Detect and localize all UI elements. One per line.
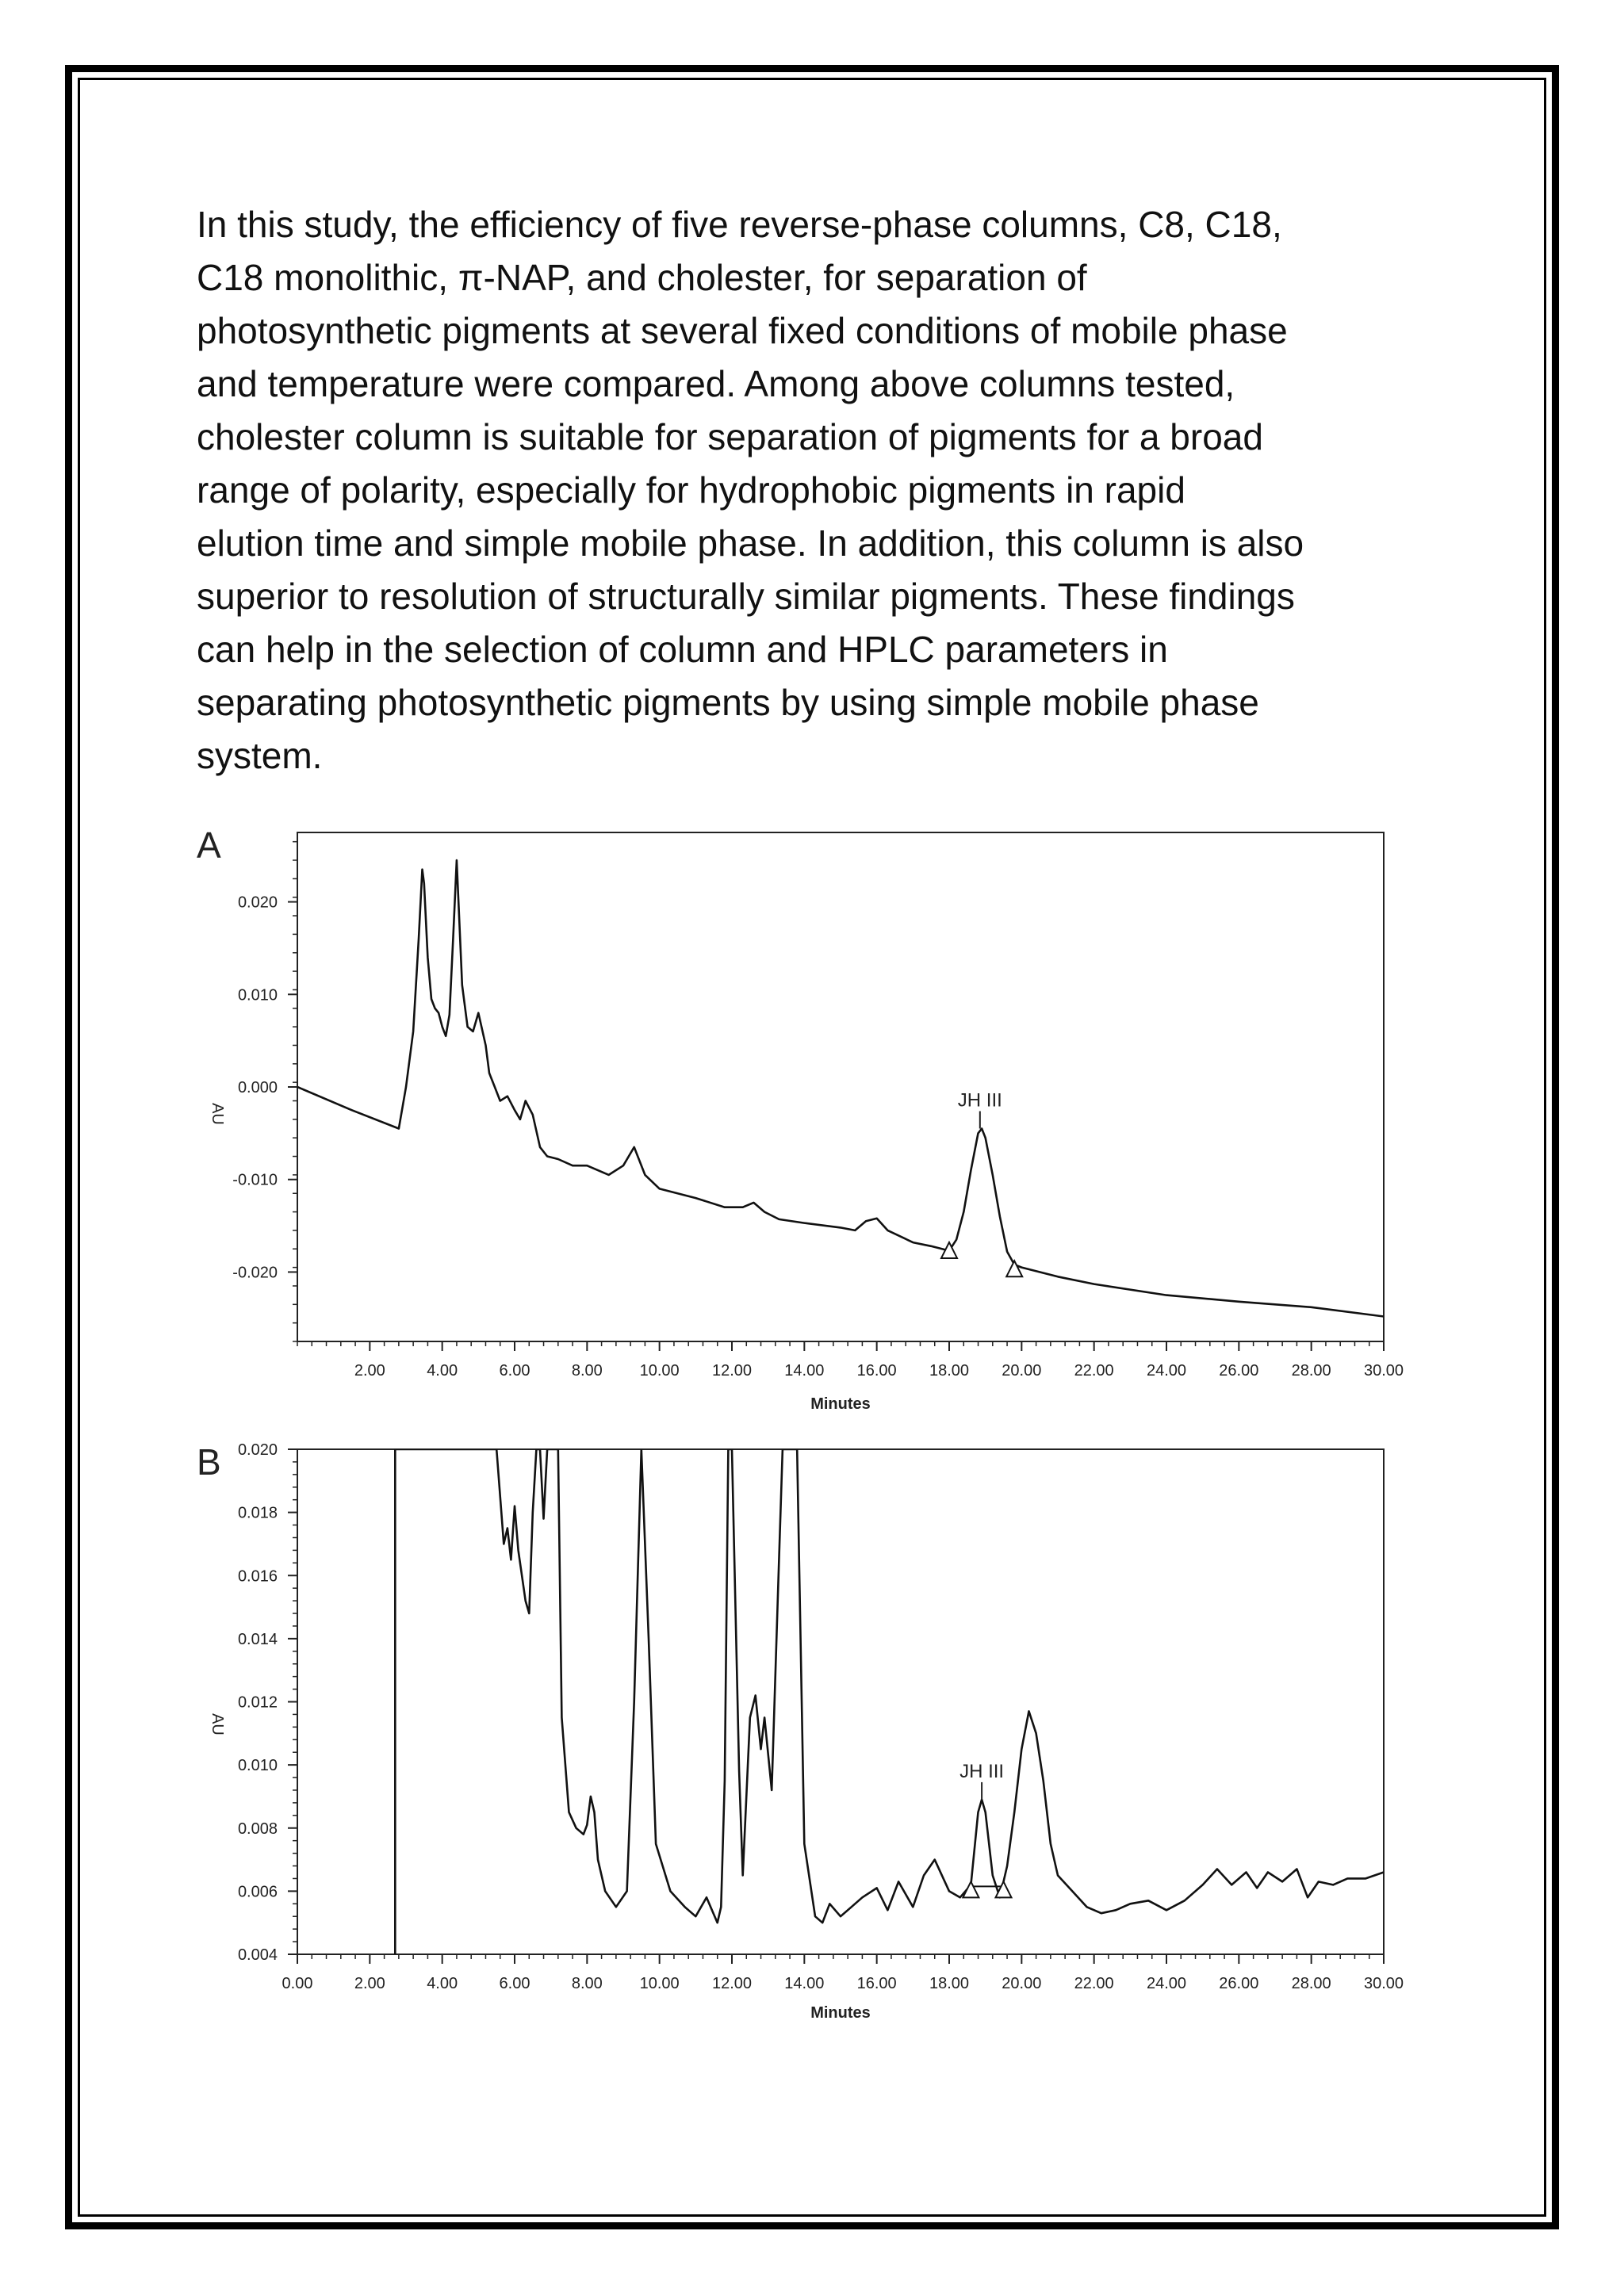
panel-label: A [197,825,221,866]
abstract-line: separating photosynthetic pigments by using simple mobile phase [197,682,1259,723]
abstract-line: In this study, the efficiency of five reverse-phase columns, C8, C18, [197,204,1282,245]
series-line-trace [297,860,1384,1317]
abstract-line: cholester column is suitable for separation of pigments for a broad [197,416,1263,457]
x-tick-label: 12.00 [711,1362,753,1380]
y-tick-label: 0.016 [237,1567,278,1586]
x-tick-label: 6.00 [499,1975,530,1992]
abstract-line: superior to resolution of structurally similar pigments. These findings [197,576,1295,617]
x-tick-label: 8.00 [571,1362,603,1380]
x-tick-label: 2.00 [354,1362,385,1380]
x-tick-label: 26.00 [1219,1975,1259,1992]
abstract-line: can help in the selection of column and HPLC parameters in [197,629,1168,670]
x-tick-label: 4.00 [427,1362,458,1380]
y-axis-label: AU [209,1103,226,1125]
x-tick-label: 24.00 [1146,1975,1187,1992]
x-tick-label: 18.00 [929,1362,970,1380]
x-tick-label: 16.00 [856,1362,897,1380]
integration-marker [1006,1261,1022,1276]
x-tick-label: 6.00 [499,1362,530,1380]
abstract-line: photosynthetic pigments at several fixed conditions of mobile phase [197,310,1288,351]
x-tick-label: 24.00 [1146,1362,1187,1380]
x-tick-label: 18.00 [929,1975,970,1992]
plot-frame [297,832,1384,1341]
x-tick-label: 12.00 [711,1975,753,1992]
x-tick-label: 14.00 [784,1362,825,1380]
x-tick-label: 26.00 [1219,1362,1259,1380]
y-tick-label: 0.006 [237,1883,278,1901]
x-tick-label: 14.00 [784,1975,825,1992]
y-tick-label: 0.014 [237,1630,278,1648]
y-tick-label: -0.010 [232,1171,278,1189]
chart-panel-b [197,1441,1404,2022]
peak-annotation: JH III [957,1089,1002,1112]
y-tick-label: 0.008 [237,1820,278,1838]
abstract-line: system. [197,735,323,776]
x-tick-label: 4.00 [427,1975,458,1992]
plot-frame [297,1449,1384,1954]
y-tick-label: 0.010 [237,1757,278,1775]
y-axis-label: AU [209,1713,226,1735]
x-tick-label: 10.00 [639,1975,680,1992]
x-axis-label: Minutes [810,1395,871,1413]
chart-panel-a [197,825,1404,1413]
x-tick-label: 28.00 [1291,1362,1331,1380]
x-tick-label: 28.00 [1291,1975,1331,1992]
series-line-trace [395,1449,1384,1954]
y-tick-label: 0.000 [237,1079,278,1096]
y-tick-label: 0.020 [237,1441,278,1459]
y-tick-label: 0.010 [237,986,278,1004]
x-tick-label: 22.00 [1074,1975,1114,1992]
peak-annotation: JH III [959,1760,1005,1782]
abstract-line: elution time and simple mobile phase. In addition, this column is also [197,522,1304,564]
x-tick-label: 20.00 [1002,1975,1042,1992]
x-tick-label: 22.00 [1074,1362,1114,1380]
x-tick-label: 2.00 [354,1975,385,1992]
panel-label: B [197,1441,221,1483]
y-tick-label: 0.004 [237,1946,278,1964]
integration-marker [963,1881,979,1897]
abstract-line: and temperature were compared. Among above columns tested, [197,363,1235,404]
x-tick-label: 20.00 [1002,1362,1042,1380]
x-tick-label: 0.00 [282,1975,313,1992]
y-tick-label: 0.012 [237,1693,278,1712]
x-tick-label: 30.00 [1363,1362,1404,1380]
y-tick-label: 0.020 [237,894,278,912]
x-tick-label: 10.00 [639,1362,680,1380]
y-tick-label: -0.020 [232,1264,278,1282]
x-tick-label: 8.00 [571,1975,603,1992]
abstract-line: range of polarity, especially for hydrophobic pigments in rapid [197,469,1185,511]
abstract-line: C18 monolithic, π-NAP, and cholester, for separation of [197,257,1087,298]
x-axis-label: Minutes [810,2004,871,2022]
x-tick-label: 16.00 [856,1975,897,1992]
x-tick-label: 30.00 [1363,1975,1404,1992]
y-tick-label: 0.018 [237,1504,278,1522]
